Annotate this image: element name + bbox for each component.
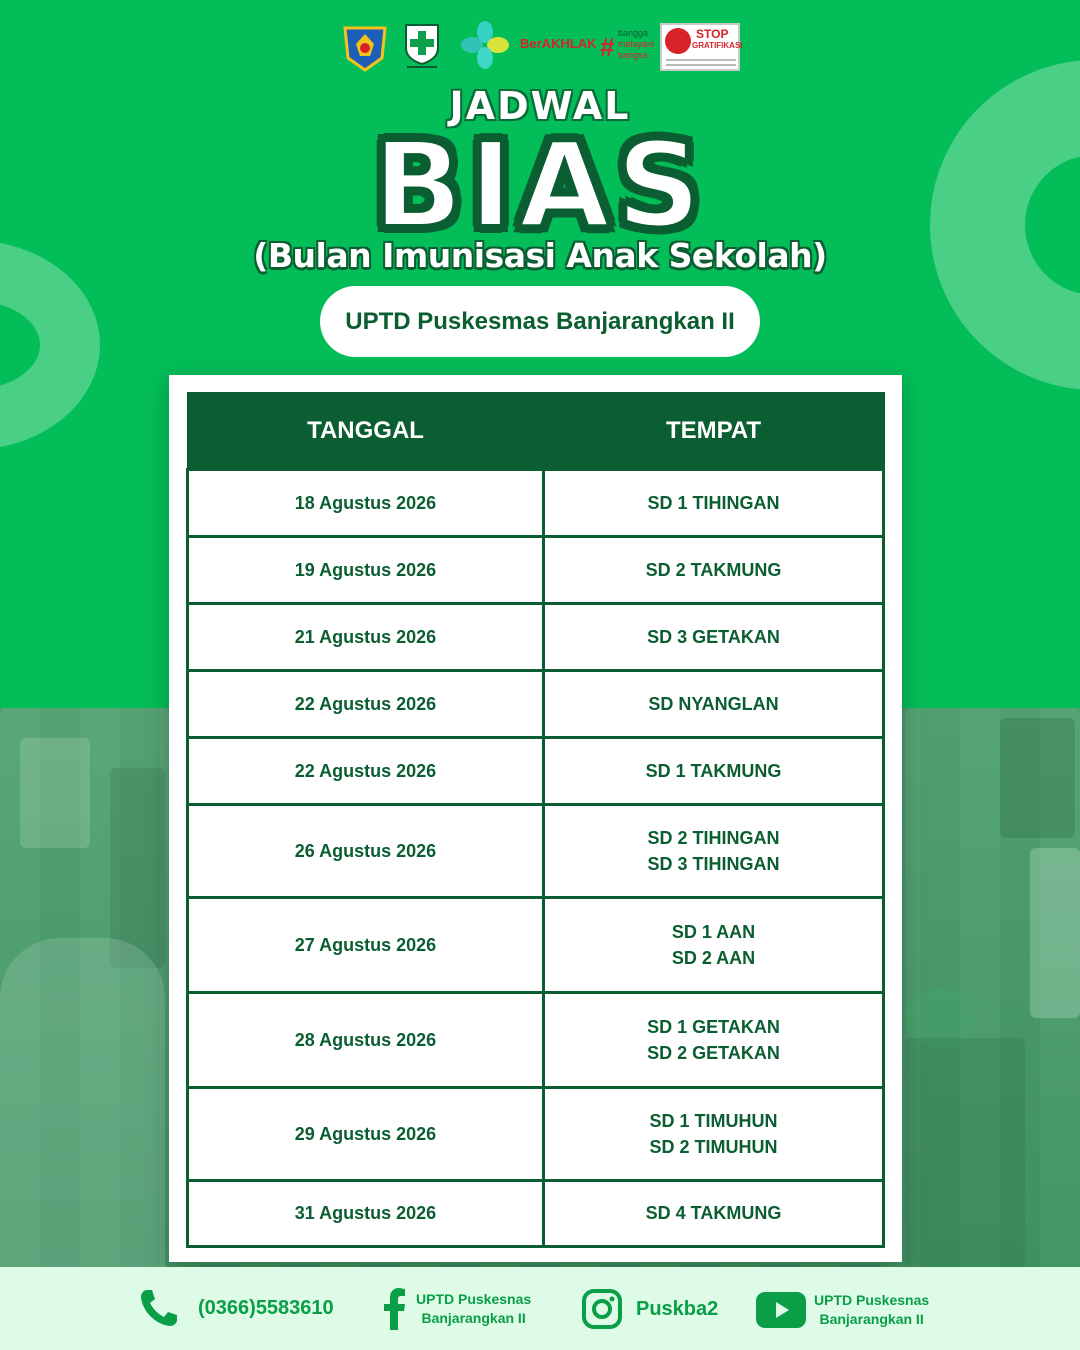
phone-icon	[138, 1287, 180, 1329]
table-row	[188, 670, 884, 737]
place-line: SD 2 TAKMUNG	[645, 559, 782, 580]
row-date: 18 Agustus 2026	[188, 469, 544, 536]
facebook-name-line2: Banjarangkan II	[421, 1310, 526, 1326]
title-subtitle: (Bulan Imunisasi Anak Sekolah)	[253, 236, 827, 275]
puskesmas-logo	[403, 22, 441, 70]
place-line: SD 1 TIHINGAN	[647, 492, 780, 513]
place-line: SD 2 GETAKAN	[647, 1042, 780, 1063]
table-row	[188, 737, 884, 804]
table-row	[188, 804, 884, 897]
place-line: SD 2 AAN	[671, 947, 756, 968]
phone-number: (0366)5583610	[198, 1296, 334, 1319]
stop-gratifikasi-logo: STOP GRATIFIKASI	[660, 23, 740, 71]
table-row	[188, 897, 884, 992]
instagram-handle: Puskba2	[636, 1297, 719, 1320]
berakhlak-logo: BerAKHLAK # bangga melayani bangsa	[520, 28, 655, 62]
footer-facebook	[384, 1288, 531, 1330]
column-header-place: TEMPAT	[544, 393, 884, 469]
table-row	[188, 536, 884, 603]
kemenkes-logo	[460, 20, 510, 70]
place-line: SD 1 TIMUHUN	[649, 1110, 778, 1131]
table-row	[188, 469, 884, 536]
footer-phone	[138, 1287, 334, 1329]
row-place	[544, 536, 884, 603]
place-line: SD 1 AAN	[671, 921, 756, 942]
column-header-date: TANGGAL	[188, 393, 544, 469]
row-place	[544, 469, 884, 536]
row-place	[544, 804, 884, 897]
row-place	[544, 1180, 884, 1246]
footer-instagram	[582, 1288, 718, 1330]
row-date: 27 Agustus 2026	[188, 897, 544, 992]
row-date: 29 Agustus 2026	[188, 1087, 544, 1180]
footer-youtube	[756, 1289, 929, 1331]
youtube-name-line1: UPTD Puskesnas	[814, 1292, 930, 1308]
table-row	[188, 603, 884, 670]
schedule-table	[186, 392, 885, 1248]
place-line: SD 1 GETAKAN	[647, 1016, 780, 1037]
facebook-icon	[384, 1288, 406, 1330]
row-date: 26 Agustus 2026	[188, 804, 544, 897]
row-place	[544, 1087, 884, 1180]
row-date: 22 Agustus 2026	[188, 670, 544, 737]
row-date: 22 Agustus 2026	[188, 737, 544, 804]
place-line: SD 3 TIHINGAN	[647, 853, 780, 874]
facebook-name-line1: UPTD Puskesnas	[416, 1291, 532, 1307]
regency-emblem-logo	[340, 22, 390, 72]
row-place	[544, 737, 884, 804]
row-place	[544, 992, 884, 1087]
title-bias: BIAS	[372, 116, 708, 254]
row-date: 21 Agustus 2026	[188, 603, 544, 670]
place-line: SD NYANGLAN	[648, 693, 779, 714]
youtube-icon	[756, 1292, 806, 1328]
institution-pill: UPTD Puskesmas Banjarangkan II	[320, 286, 760, 357]
logo-row	[340, 20, 743, 74]
row-date: 28 Agustus 2026	[188, 992, 544, 1087]
row-place	[544, 603, 884, 670]
table-row	[188, 992, 884, 1087]
row-date: 19 Agustus 2026	[188, 536, 544, 603]
youtube-name-line2: Banjarangkan II	[819, 1311, 924, 1327]
place-line: SD 1 TAKMUNG	[645, 760, 782, 781]
instagram-icon	[582, 1289, 622, 1329]
place-line: SD 2 TIMUHUN	[649, 1136, 778, 1157]
table-header-row	[188, 393, 884, 469]
row-place	[544, 670, 884, 737]
row-place	[544, 897, 884, 992]
place-line: SD 4 TAKMUNG	[645, 1203, 782, 1223]
table-row	[188, 1180, 884, 1246]
row-date: 31 Agustus 2026	[188, 1180, 544, 1246]
place-line: SD 3 GETAKAN	[647, 626, 780, 647]
table-row	[188, 1087, 884, 1180]
place-line: SD 2 TIHINGAN	[647, 827, 780, 848]
title-jadwal: JADWAL	[449, 84, 631, 128]
